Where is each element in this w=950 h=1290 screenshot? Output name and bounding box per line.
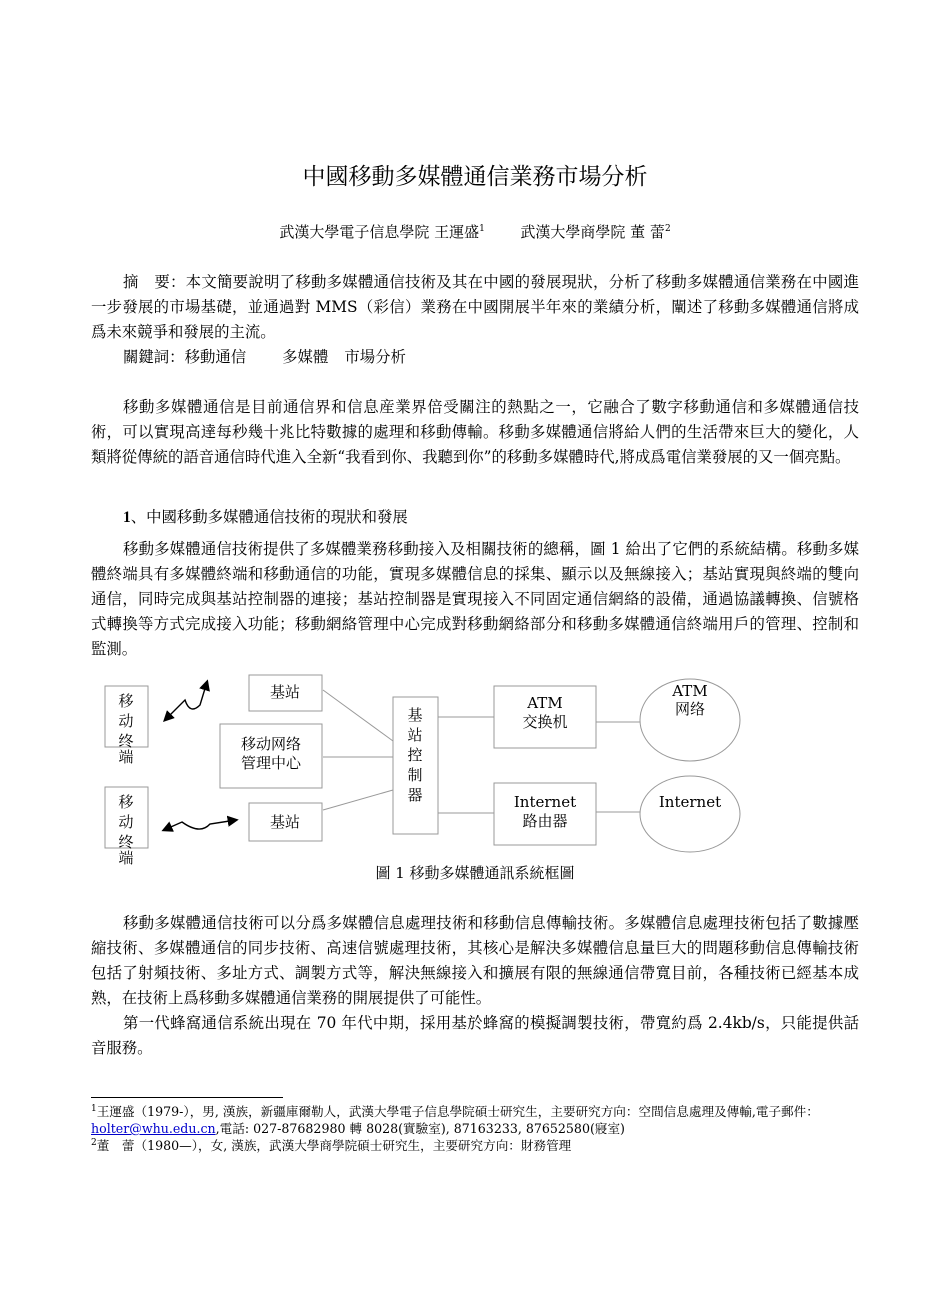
- atm-switch-label: ATM: [527, 694, 563, 712]
- base-station-label-bottom: 基站: [269, 813, 301, 831]
- bsc-label: 器: [407, 786, 423, 804]
- keyword: 多媒體: [282, 348, 329, 366]
- email-link[interactable]: holter@whu.edu.cn: [91, 1121, 216, 1136]
- bsc-label: 站: [407, 726, 423, 744]
- bsc-label: 基: [407, 706, 423, 724]
- internet-label: Internet: [658, 793, 722, 811]
- footnote-1-text: 王運盛（1979-），男, 漢族，新疆庫爾勒人，武漢大學電子信息學院碩士研究生，主要研究方向：空間信息處理及傳輸,電子郵件：: [96, 1104, 819, 1119]
- page-title: 中國移動多媒體通信業務市場分析: [302, 164, 648, 190]
- internet-router-label: 路由器: [522, 812, 568, 830]
- terminal-label-bottom: 动: [118, 813, 134, 831]
- footnote-mark-1: 1: [479, 224, 485, 234]
- abstract: 摘 要：本文簡要說明了移動多媒體通信技術及其在中國的發展現狀，分析了移動多媒體通信業務在中國進一步發展的市場基礎，並通過對 MMS（彩信）業務在中國開展半年來的業績分析，闡述了移動多媒體通信將成爲未來競爭和發展的主流。: [91, 273, 859, 341]
- body-paragraph-3: 第一代蜂窩通信系統出現在 70 年代中期，採用基於蜂窩的模擬調製技術，帶寬約爲 2.4kb/s，只能提供話音服務。: [91, 1014, 859, 1057]
- atm-network-label: ATM: [672, 682, 708, 700]
- author-1: 武漢大學電子信息學院 王運盛: [279, 223, 480, 241]
- nmc-label: 移动网络: [240, 735, 302, 753]
- terminal-label-top: 终: [118, 732, 134, 750]
- author-line: [0, 221, 950, 242]
- body-paragraph-1: 移動多媒體通信技術提供了多媒體業務移動接入及相關技術的總稱，圖 1 給出了它們的系統結構。移動多媒體終端具有多媒體終端和移動通信的功能，實現多媒體信息的採集、顯示以及無線接入；基站實現與終端的雙向通信，同時完成與基站控制器的連接；基站控制器是實現接入不同固定通信網絡的設備，通過協議轉換、信號格式轉換等方式完成接入功能；移動網絡管理中心完成對移動網絡部分和移動多媒體通信終端用戶的管理、控制和監測。: [91, 540, 859, 658]
- footnote-2-text: 董 蕾（1980—），女, 漢族，武漢大學商學院碩士研究生，主要研究方向：財務管理: [96, 1138, 572, 1153]
- figure-caption: 圖 1 移動多媒體通訊系統框圖: [375, 864, 575, 882]
- terminal-label-bottom: 终: [118, 833, 134, 851]
- keywords: [123, 345, 406, 367]
- terminal-label-top: 端: [118, 748, 134, 766]
- footnote-1: [91, 1103, 859, 1137]
- wireless-link-top: [165, 682, 207, 720]
- author-2: 武漢大學商學院 董 蕾: [520, 223, 665, 241]
- section-number: 1: [123, 509, 131, 526]
- footnote-mark-2: 2: [664, 224, 671, 234]
- system-block-diagram: [0, 670, 950, 870]
- body-paragraph-2: 移動多媒體通信技術可以分爲多媒體信息處理技術和移動信息傳輸技術。多媒體信息處理技術包括了數據壓縮技術、多媒體通信的同步技術、高速信號處理技術，其核心是解決多媒體信息量巨大的問題移動信息傳輸技術包括了射頻技術、多址方式、調製方式等，解決無線接入和擴展有限的無線通信帶寬目前，各種技術已經基本成熟，在技術上爲移動多媒體通信業務的開展提供了可能性。: [91, 914, 859, 1007]
- base-station-label-top: 基站: [269, 683, 301, 701]
- section-heading: [123, 505, 408, 527]
- footnote-separator: [91, 1097, 283, 1098]
- intro-paragraph: 移動多媒體通信是目前通信界和信息産業界倍受關注的熱點之一，它融合了數字移動通信和多媒體通信技術，可以實現高達每秒幾十兆比特數據的處理和移動傳輸。移動多媒體通信將給人們的生活帶來巨大的變化，人類將從傳統的語音通信時代進入全新“我看到你、我聽到你”的移動多媒體時代,將成爲電信業發展的又一個亮點。: [91, 398, 859, 466]
- wireless-link-bottom: [164, 820, 236, 830]
- footnote-1-rest: ,電話: 027-87682980 轉 8028(實驗室), 87163233, 87652580(寢室): [215, 1121, 625, 1136]
- bsc-label: 制: [407, 766, 423, 784]
- terminal-label-bottom: 移: [118, 793, 134, 811]
- bsc-label: 控: [407, 746, 423, 764]
- keywords-label: 關鍵詞：: [123, 348, 185, 366]
- nmc-label: 管理中心: [240, 754, 302, 772]
- atm-switch-label: 交换机: [522, 713, 568, 731]
- keyword: 市場分析: [344, 348, 406, 366]
- terminal-label-top: 移: [118, 692, 134, 710]
- footnote-1-mark: 1: [91, 1103, 97, 1114]
- footnote-2: [91, 1137, 859, 1154]
- atm-network-label: 网络: [674, 700, 706, 718]
- terminal-label-bottom: 端: [118, 849, 134, 867]
- internet-router-label: Internet: [513, 793, 577, 811]
- footnote-2-mark: 2: [91, 1137, 97, 1148]
- terminal-label-top: 动: [118, 712, 134, 730]
- internet-ellipse: [640, 776, 740, 852]
- section-title: 、中國移動多媒體通信技術的現狀和發展: [130, 508, 408, 526]
- keyword: 移動通信: [184, 348, 247, 366]
